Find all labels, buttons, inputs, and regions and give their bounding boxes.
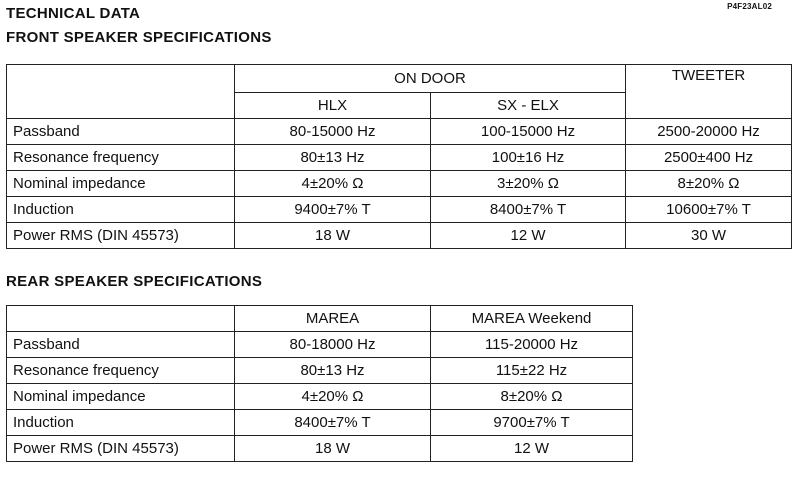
row-label: Nominal impedance bbox=[7, 170, 235, 196]
hlx-value: 9400±7% T bbox=[235, 196, 431, 222]
row-label: Passband bbox=[7, 332, 235, 358]
sx-elx-value: 3±20% Ω bbox=[431, 170, 626, 196]
front-speaker-table bbox=[6, 64, 792, 249]
tweeter-value: 2500±400 Hz bbox=[626, 144, 792, 170]
tweeter-value: 2500-20000 Hz bbox=[626, 118, 792, 144]
tweeter-value: 10600±7% T bbox=[626, 196, 792, 222]
front-header-corner-lower bbox=[7, 92, 235, 118]
rear-speaker-table bbox=[6, 305, 633, 462]
marea-weekend-value: 115-20000 Hz bbox=[431, 332, 633, 358]
sx-elx-value: 100-15000 Hz bbox=[431, 118, 626, 144]
table-row bbox=[7, 118, 792, 144]
row-label: Passband bbox=[7, 118, 235, 144]
marea-weekend-value: 12 W bbox=[431, 436, 633, 462]
marea-value: 4±20% Ω bbox=[235, 384, 431, 410]
marea-weekend-value: 115±22 Hz bbox=[431, 358, 633, 384]
row-label: Power RMS (DIN 45573) bbox=[7, 222, 235, 248]
marea-value: 8400±7% T bbox=[235, 410, 431, 436]
table-row bbox=[7, 358, 633, 384]
marea-weekend-value: 8±20% Ω bbox=[431, 384, 633, 410]
tweeter-value: 30 W bbox=[626, 222, 792, 248]
technical-data-heading: TECHNICAL DATA bbox=[6, 5, 141, 22]
table-row bbox=[7, 144, 792, 170]
rear-table-body bbox=[7, 332, 633, 462]
marea-value: 80-18000 Hz bbox=[235, 332, 431, 358]
marea-value: 80±13 Hz bbox=[235, 358, 431, 384]
marea-weekend-value: 9700±7% T bbox=[431, 410, 633, 436]
row-label: Nominal impedance bbox=[7, 384, 235, 410]
front-header-row-2 bbox=[7, 92, 792, 118]
row-label: Induction bbox=[7, 410, 235, 436]
hlx-value: 18 W bbox=[235, 222, 431, 248]
tweeter-value: 8±20% Ω bbox=[626, 170, 792, 196]
table-row bbox=[7, 332, 633, 358]
col-header-marea: MAREA bbox=[235, 306, 431, 332]
row-label: Resonance frequency bbox=[7, 144, 235, 170]
sx-elx-value: 12 W bbox=[431, 222, 626, 248]
rear-header-corner bbox=[7, 306, 235, 332]
rear-speaker-heading: REAR SPEAKER SPECIFICATIONS bbox=[6, 273, 263, 290]
front-header-corner bbox=[7, 65, 235, 93]
front-speaker-heading: FRONT SPEAKER SPECIFICATIONS bbox=[6, 29, 272, 46]
front-table-body bbox=[7, 118, 792, 248]
col-header-marea-weekend: MAREA Weekend bbox=[431, 306, 633, 332]
table-row bbox=[7, 410, 633, 436]
col-header-sx-elx: SX - ELX bbox=[431, 92, 626, 118]
row-label: Induction bbox=[7, 196, 235, 222]
rear-header-row bbox=[7, 306, 633, 332]
hlx-value: 80-15000 Hz bbox=[235, 118, 431, 144]
row-label: Power RMS (DIN 45573) bbox=[7, 436, 235, 462]
sx-elx-value: 100±16 Hz bbox=[431, 144, 626, 170]
col-header-hlx: HLX bbox=[235, 92, 431, 118]
table-row bbox=[7, 436, 633, 462]
table-row bbox=[7, 222, 792, 248]
tweeter-group-header: TWEETER bbox=[626, 65, 792, 93]
table-row bbox=[7, 384, 633, 410]
table-row bbox=[7, 170, 792, 196]
sx-elx-value: 8400±7% T bbox=[431, 196, 626, 222]
on-door-group-header: ON DOOR bbox=[235, 65, 626, 93]
tweeter-header-lower bbox=[626, 92, 792, 118]
hlx-value: 80±13 Hz bbox=[235, 144, 431, 170]
marea-value: 18 W bbox=[235, 436, 431, 462]
row-label: Resonance frequency bbox=[7, 358, 235, 384]
table-row bbox=[7, 196, 792, 222]
front-header-row-1 bbox=[7, 65, 792, 93]
hlx-value: 4±20% Ω bbox=[235, 170, 431, 196]
document-code: P4F23AL02 bbox=[727, 2, 772, 11]
